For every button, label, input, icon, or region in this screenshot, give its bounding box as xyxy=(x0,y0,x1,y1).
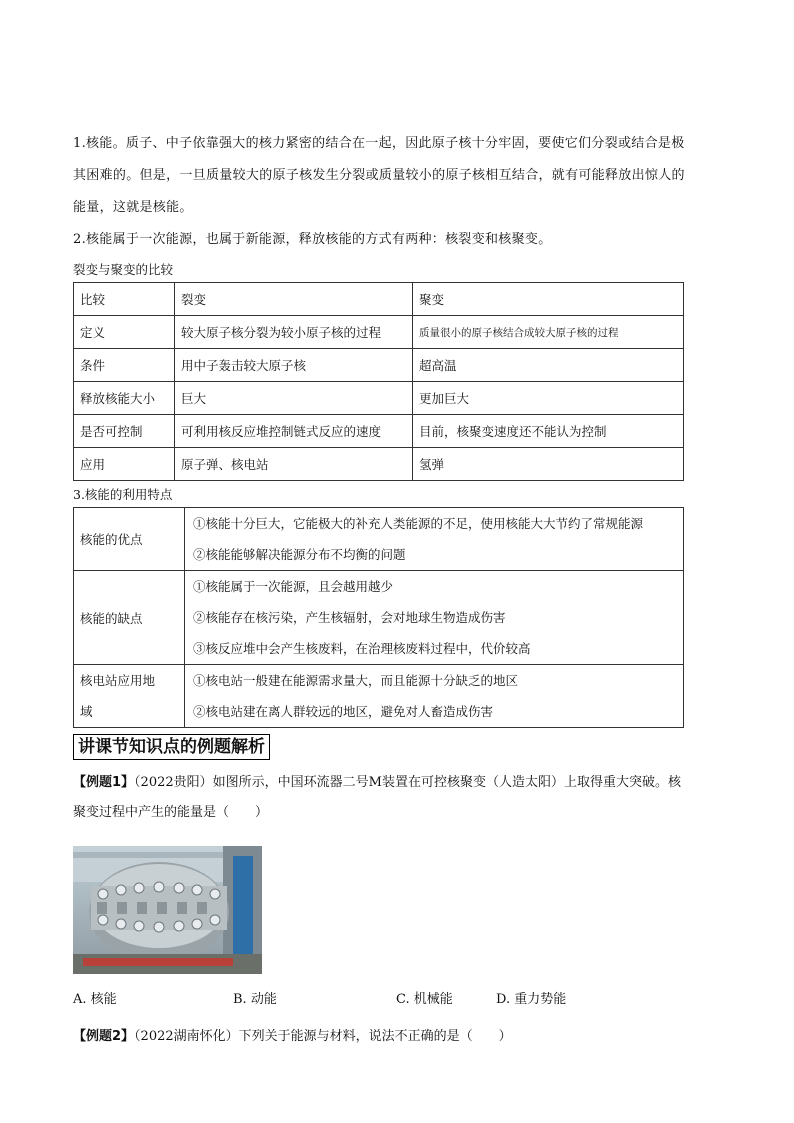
option-c[interactable]: C. 机械能 xyxy=(396,992,453,1007)
header-cell: 比较 xyxy=(74,283,175,316)
option-b[interactable]: B. 动能 xyxy=(233,992,277,1007)
feature-item: ③核反应堆中会产生核废料，在治理核废料过程中，代价较高 xyxy=(193,641,531,656)
table-cell: 用中子轰击较大原子核 xyxy=(175,349,413,382)
table-cell: 释放核能大小 xyxy=(74,382,175,415)
feature-item: ②核电站建在离人群较远的地区，避免对人畜造成伤害 xyxy=(193,704,494,719)
intro-line: 其困难的。但是，一旦质量较大的原子核发生分裂或质量较小的原子核相互结合，就有可能释放出惊人的 xyxy=(73,168,685,183)
table-cell: 超高温 xyxy=(413,349,684,382)
table-cell: 巨大 xyxy=(175,382,413,415)
feature-item: ②核能存在核污染，产生核辐射，会对地球生物造成伤害 xyxy=(193,610,506,625)
table-cell: 较大原子核分裂为较小原子核的过程 xyxy=(175,316,413,349)
example-1-text: 如图所示，中国环流器二号M装置在可控核聚变（人造太阳）上取得重大突破。核 xyxy=(212,775,681,790)
table-cell xyxy=(185,571,684,665)
table-row xyxy=(74,316,684,349)
example-1-options xyxy=(73,988,723,1012)
table-row xyxy=(74,508,684,571)
table-cell xyxy=(74,665,185,728)
page-content xyxy=(73,128,723,1052)
feature-item: ①核能十分巨大，它能极大的补充人类能源的不足，使用核能大大节约了常规能源 xyxy=(193,516,644,531)
tokamak-illustration xyxy=(73,846,262,974)
example-2-tag: 【例题2】 xyxy=(73,1029,135,1044)
intro-paragraph-1 xyxy=(73,128,723,224)
comparison-table xyxy=(73,282,684,481)
header-cell: 裂变 xyxy=(175,283,413,316)
table-cell: 核能的缺点 xyxy=(74,571,185,665)
table-cell xyxy=(185,665,684,728)
example-1-tag: 【例题1】 xyxy=(73,775,135,790)
example-1-line xyxy=(73,768,723,798)
row-label-line: 核电站应用地 xyxy=(80,673,156,688)
example-2-question xyxy=(73,1022,723,1052)
feature-item: ①核能属于一次能源，且会越用越少 xyxy=(193,579,394,594)
example-1-question xyxy=(73,768,723,828)
option-d[interactable]: D. 重力势能 xyxy=(496,992,567,1007)
example-2-source: （2022湖南怀化） xyxy=(134,1029,239,1044)
example-2-text: 下列关于能源与材料，说法不正确的是（ ） xyxy=(238,1029,512,1044)
row-label-line: 域 xyxy=(80,704,93,719)
example-1-source: （2022贵阳） xyxy=(134,775,213,790)
table-header-row xyxy=(74,283,684,316)
table-cell: 质量很小的原子核结合成较大原子核的过程 xyxy=(413,316,684,349)
table-row xyxy=(74,415,684,448)
table-cell: 原子弹、核电站 xyxy=(175,448,413,481)
table-row xyxy=(74,382,684,415)
intro-line: 1.核能。质子、中子依靠强大的核力紧密的结合在一起，因此原子核十分牢固，要使它们分裂或结合是极 xyxy=(73,136,685,151)
feature-item: ②核能能够解决能源分布不均衡的问题 xyxy=(193,547,406,562)
features-table-caption: 3.核能的利用特点 xyxy=(73,487,173,502)
tokamak-photo xyxy=(73,846,262,974)
table-cell: 目前，核聚变速度还不能认为控制 xyxy=(413,415,684,448)
table-row xyxy=(74,349,684,382)
table-cell: 核能的优点 xyxy=(74,508,185,571)
feature-item: ①核电站一般建在能源需求量大，而且能源十分缺乏的地区 xyxy=(193,673,519,688)
features-table xyxy=(73,507,684,728)
example-1-line-2: 聚变过程中产生的能量是（ ） xyxy=(73,805,269,820)
table-row xyxy=(74,448,684,481)
header-cell: 聚变 xyxy=(413,283,684,316)
section-heading: 讲课节知识点的例题解析 xyxy=(73,734,270,760)
table-cell xyxy=(185,508,684,571)
table-cell: 定义 xyxy=(74,316,175,349)
table-cell: 可利用核反应堆控制链式反应的速度 xyxy=(175,415,413,448)
table-cell: 是否可控制 xyxy=(74,415,175,448)
comparison-table-caption: 裂变与聚变的比较 xyxy=(73,262,174,277)
intro-line: 能量，这就是核能。 xyxy=(73,200,193,215)
table-row xyxy=(74,571,684,665)
table-cell: 应用 xyxy=(74,448,175,481)
table-row xyxy=(74,665,684,728)
table-cell: 更加巨大 xyxy=(413,382,684,415)
table-cell: 氢弹 xyxy=(413,448,684,481)
table-cell: 条件 xyxy=(74,349,175,382)
intro-paragraph-2: 2.核能属于一次能源，也属于新能源，释放核能的方式有两种：核裂变和核聚变。 xyxy=(73,232,552,247)
option-a[interactable]: A. 核能 xyxy=(73,992,117,1007)
